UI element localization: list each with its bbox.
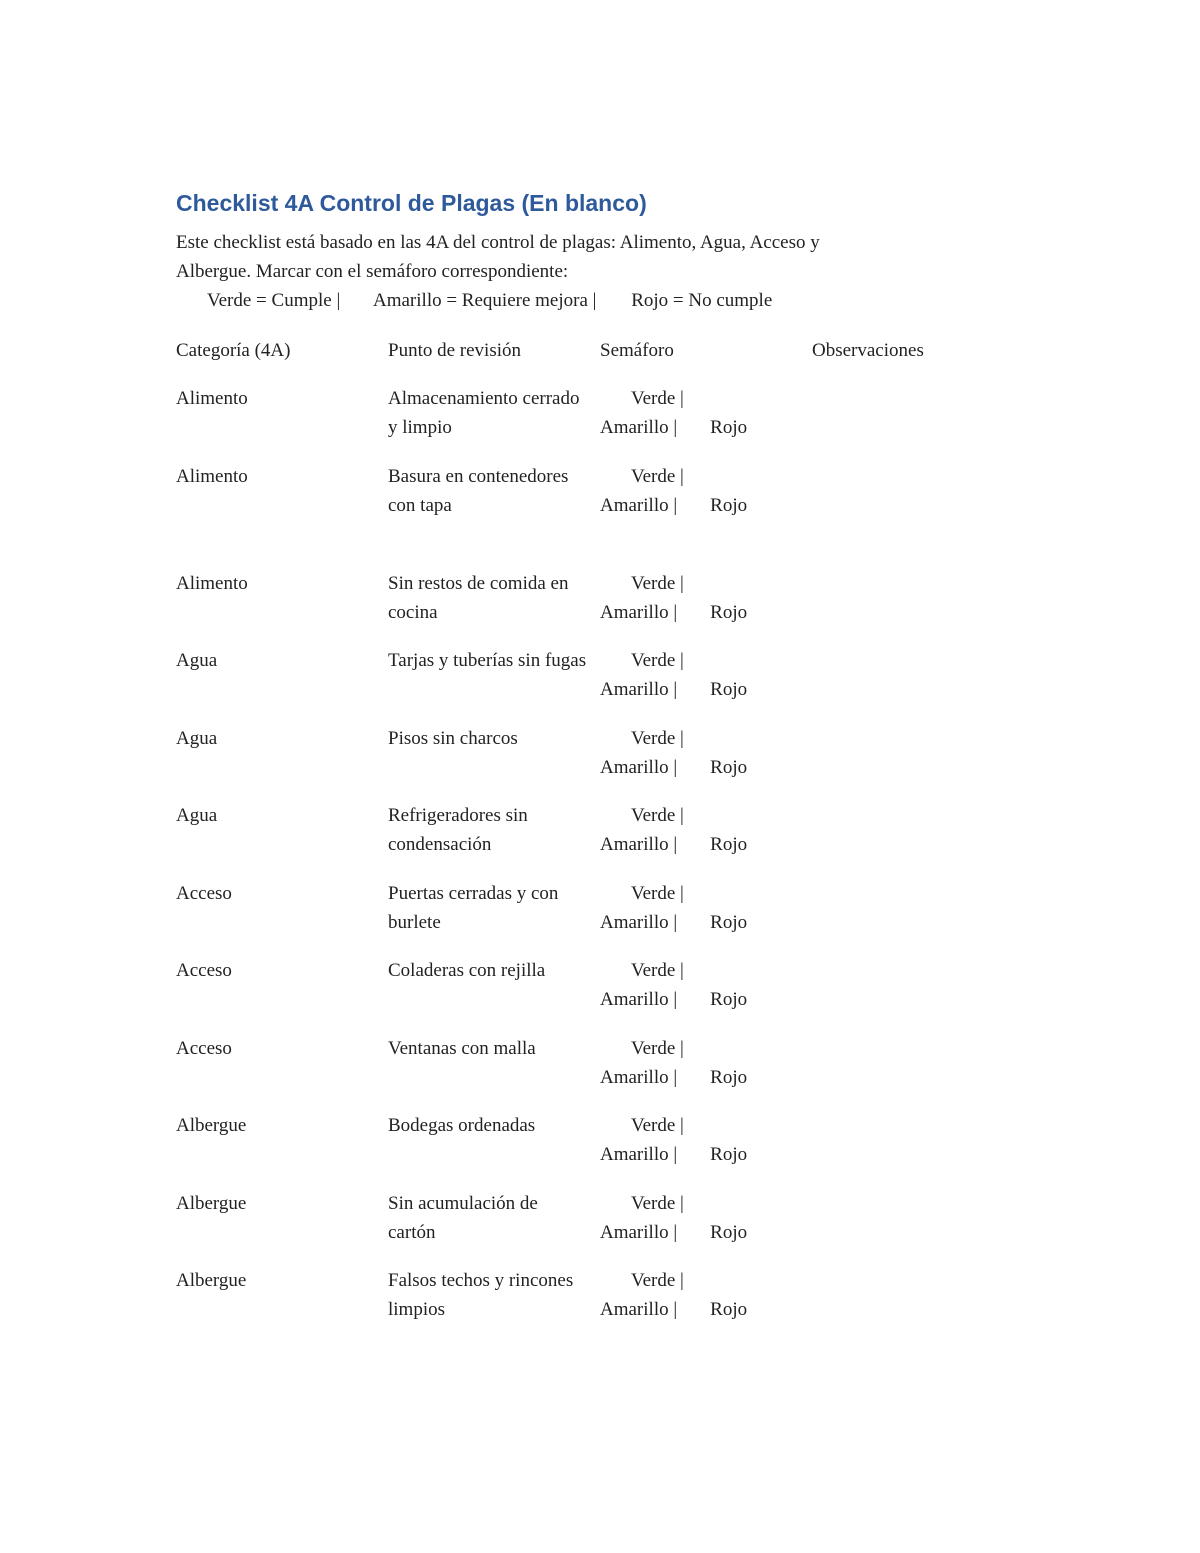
- option-amarillo: Amarillo |: [600, 495, 678, 516]
- header-semaphore: Semáforo: [600, 340, 674, 361]
- option-rojo: Rojo: [710, 1144, 748, 1165]
- option-verde: Verde |: [631, 883, 684, 904]
- option-rojo: Rojo: [710, 495, 748, 516]
- option-verde: Verde |: [631, 805, 684, 826]
- document-title: Checklist 4A Control de Plagas (En blanco): [176, 190, 647, 216]
- legend-rojo: Rojo = No cumple: [631, 290, 773, 311]
- semaphore-line-2: [600, 1295, 820, 1324]
- option-rojo: Rojo: [710, 417, 748, 438]
- option-amarillo: Amarillo |: [600, 1067, 678, 1088]
- row-semaphore: [600, 879, 820, 937]
- option-verde: Verde |: [631, 728, 684, 749]
- option-verde: Verde |: [631, 650, 684, 671]
- row-category: Albergue: [176, 1193, 247, 1214]
- intro-line-1: Este checklist está basado en las 4A del control de plagas: Alimento, Agua, Acceso y: [176, 232, 820, 253]
- option-rojo: Rojo: [710, 1222, 748, 1243]
- row-semaphore: [600, 801, 820, 859]
- row-category: Acceso: [176, 883, 232, 904]
- legend-verde: Verde = Cumple |: [207, 290, 341, 311]
- row-point: Ventanas con malla: [388, 1038, 536, 1059]
- row-semaphore: [600, 956, 820, 1014]
- row-category: Albergue: [176, 1270, 247, 1291]
- row-point: Sin acumulación de cartón: [388, 1193, 538, 1243]
- intro-paragraph: [176, 228, 976, 286]
- header-observations: Observaciones: [812, 340, 924, 361]
- row-category: Agua: [176, 805, 218, 826]
- semaphore-line-2: [600, 908, 820, 937]
- option-verde: Verde |: [631, 573, 684, 594]
- row-semaphore: [600, 569, 820, 627]
- option-rojo: Rojo: [710, 602, 748, 623]
- row-semaphore: [600, 384, 820, 442]
- row-semaphore: [600, 462, 820, 520]
- option-amarillo: Amarillo |: [600, 1144, 678, 1165]
- option-amarillo: Amarillo |: [600, 602, 678, 623]
- semaphore-line-2: [600, 985, 820, 1014]
- row-point: Almacenamiento cerrado y limpio: [388, 388, 580, 438]
- row-point: Coladeras con rejilla: [388, 960, 546, 981]
- row-category: Agua: [176, 650, 218, 671]
- row-category: Alimento: [176, 388, 248, 409]
- option-amarillo: Amarillo |: [600, 757, 678, 778]
- semaphore-line-2: [600, 753, 820, 782]
- option-rojo: Rojo: [710, 834, 748, 855]
- option-amarillo: Amarillo |: [600, 912, 678, 933]
- semaphore-line-2: [600, 830, 820, 859]
- option-rojo: Rojo: [710, 912, 748, 933]
- option-verde: Verde |: [631, 960, 684, 981]
- option-amarillo: Amarillo |: [600, 1299, 678, 1320]
- row-point: Refrigeradores sin condensación: [388, 805, 528, 855]
- semaphore-line-2: [600, 1063, 820, 1092]
- option-rojo: Rojo: [710, 679, 748, 700]
- row-point: Basura en contenedores con tapa: [388, 466, 569, 516]
- row-semaphore: [600, 1189, 820, 1247]
- intro-line-2: Albergue. Marcar con el semáforo correspondiente:: [176, 261, 569, 282]
- header-point: Punto de revisión: [388, 340, 521, 361]
- row-point: Sin restos de comida en cocina: [388, 573, 569, 623]
- option-amarillo: Amarillo |: [600, 834, 678, 855]
- row-semaphore: [600, 646, 820, 704]
- row-category: Agua: [176, 728, 218, 749]
- option-verde: Verde |: [631, 1115, 684, 1136]
- semaphore-line-2: [600, 413, 820, 442]
- semaphore-legend: [207, 286, 772, 315]
- row-point: Puertas cerradas y con burlete: [388, 883, 559, 933]
- row-category: Alimento: [176, 573, 248, 594]
- row-category: Acceso: [176, 960, 232, 981]
- option-rojo: Rojo: [710, 989, 748, 1010]
- header-category: Categoría (4A): [176, 340, 291, 361]
- row-point: Tarjas y tuberías sin fugas: [388, 650, 587, 671]
- row-semaphore: [600, 1111, 820, 1169]
- semaphore-line-2: [600, 1218, 820, 1247]
- option-rojo: Rojo: [710, 1067, 748, 1088]
- row-semaphore: [600, 1034, 820, 1092]
- row-semaphore: [600, 1266, 820, 1324]
- option-verde: Verde |: [631, 1270, 684, 1291]
- row-semaphore: [600, 724, 820, 782]
- option-verde: Verde |: [631, 466, 684, 487]
- option-amarillo: Amarillo |: [600, 417, 678, 438]
- semaphore-line-2: [600, 1140, 820, 1169]
- row-category: Albergue: [176, 1115, 247, 1136]
- row-point: Bodegas ordenadas: [388, 1115, 536, 1136]
- semaphore-line-2: [600, 675, 820, 704]
- option-verde: Verde |: [631, 388, 684, 409]
- option-amarillo: Amarillo |: [600, 679, 678, 700]
- semaphore-line-2: [600, 491, 820, 520]
- row-point: Pisos sin charcos: [388, 728, 518, 749]
- option-verde: Verde |: [631, 1193, 684, 1214]
- legend-amarillo: Amarillo = Requiere mejora |: [373, 290, 597, 311]
- semaphore-line-2: [600, 598, 820, 627]
- option-verde: Verde |: [631, 1038, 684, 1059]
- option-rojo: Rojo: [710, 1299, 748, 1320]
- row-point: Falsos techos y rincones limpios: [388, 1270, 574, 1320]
- option-amarillo: Amarillo |: [600, 989, 678, 1010]
- option-amarillo: Amarillo |: [600, 1222, 678, 1243]
- option-rojo: Rojo: [710, 757, 748, 778]
- row-category: Acceso: [176, 1038, 232, 1059]
- row-category: Alimento: [176, 466, 248, 487]
